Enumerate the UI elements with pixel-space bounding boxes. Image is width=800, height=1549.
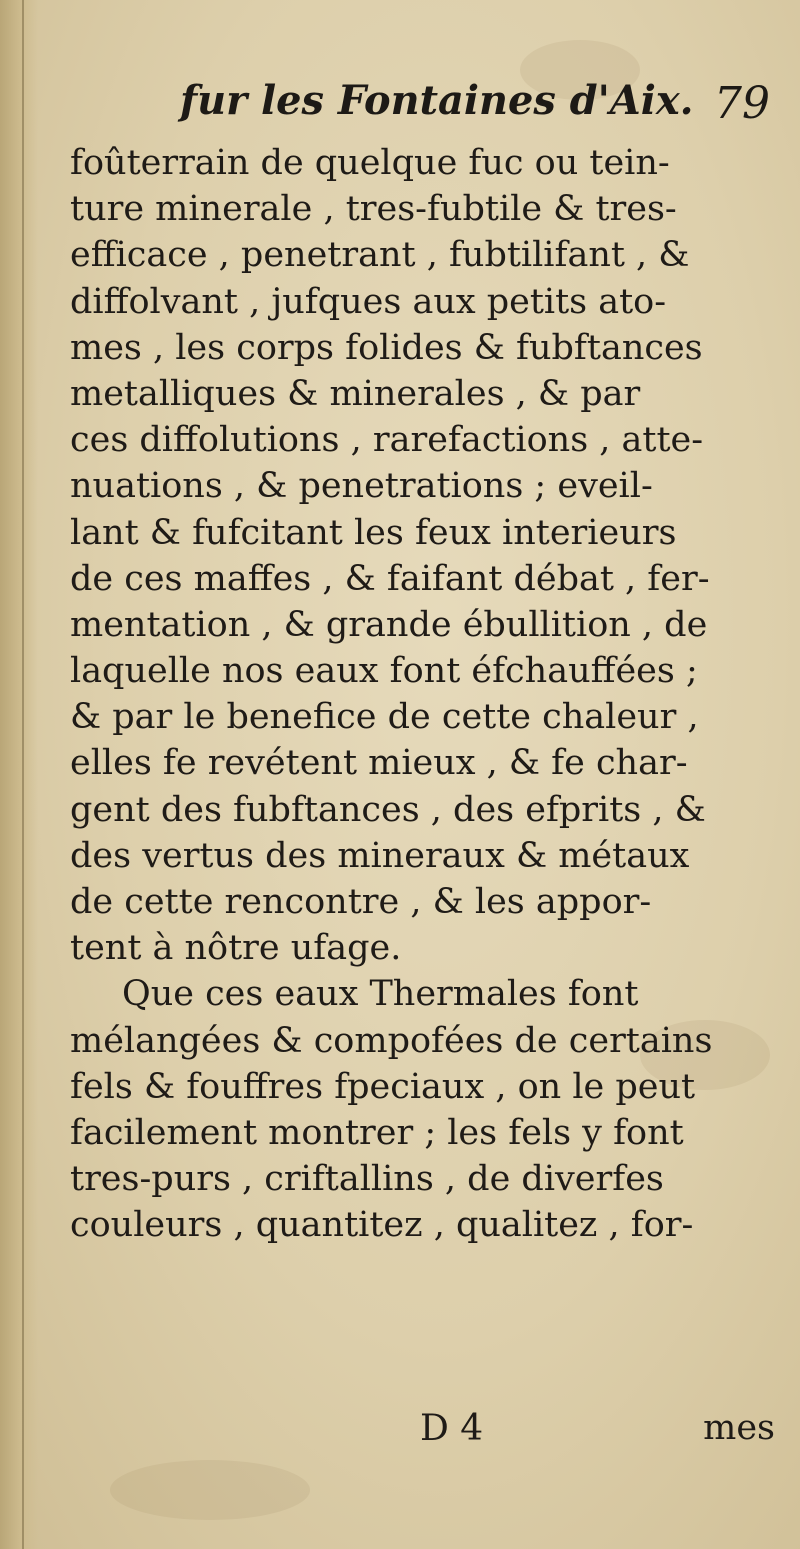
text-line: lant & fufcitant les feux interieurs: [70, 512, 677, 553]
page-footer: [70, 1408, 775, 1458]
text-line: elles fe revétent mieux , & fe char-: [70, 743, 688, 784]
text-line: couleurs , quantitez , qualitez , for-: [70, 1205, 694, 1246]
text-line: de cette rencontre , & les appor-: [70, 882, 652, 922]
catchword: mes: [703, 1408, 775, 1448]
text-line: efficace , penetrant , fubtilifant , &: [70, 235, 690, 276]
gutter-fold-line: [22, 0, 24, 1549]
text-line: mélangées & compofées de certains: [70, 1020, 713, 1061]
text-line: foûterrain de quelque fuc ou tein-: [70, 143, 670, 183]
text-line: ces diffolutions , rarefactions , atte-: [70, 420, 704, 461]
text-line: diffolvant , jufques aux petits ato-: [70, 281, 667, 322]
text-line: tres-purs , criftallins , de diverfes: [70, 1159, 664, 1200]
page-number: 79: [714, 78, 770, 129]
text-line: laquelle nos eaux font éfchauffées ;: [70, 651, 698, 692]
signature-mark: D 4: [420, 1408, 484, 1449]
text-line: de ces maffes , & faifant débat , fer-: [70, 558, 710, 599]
text-line: tent à nôtre ufage.: [70, 928, 402, 969]
running-head: [180, 78, 770, 138]
body-text: [70, 140, 775, 1249]
text-line: des vertus des mineraux & métaux: [70, 835, 690, 876]
text-line: gent des fubftances , des efprits , &: [70, 789, 706, 830]
binding-gutter: [0, 0, 38, 1549]
text-line: ture minerale , tres-fubtile & tres-: [70, 189, 677, 230]
paragraph-start-line: Que ces eaux Thermales font: [122, 974, 639, 1015]
text-line: mentation , & grande ébullition , de: [70, 604, 708, 645]
text-line: nuations , & penetrations ; eveil-: [70, 466, 653, 507]
text-line: & par le benefice de cette chaleur ,: [70, 697, 699, 738]
paper-stain: [110, 1460, 310, 1520]
running-title: fur les Fontaines d'Aix.: [180, 78, 694, 124]
text-line: facilement montrer ; les fels y font: [70, 1112, 684, 1153]
text-line: metalliques & minerales , & par: [70, 373, 641, 414]
text-line: mes , les corps folides & fubftances: [70, 327, 703, 368]
text-line: fels & fouffres fpeciaux , on le peut: [70, 1066, 696, 1107]
